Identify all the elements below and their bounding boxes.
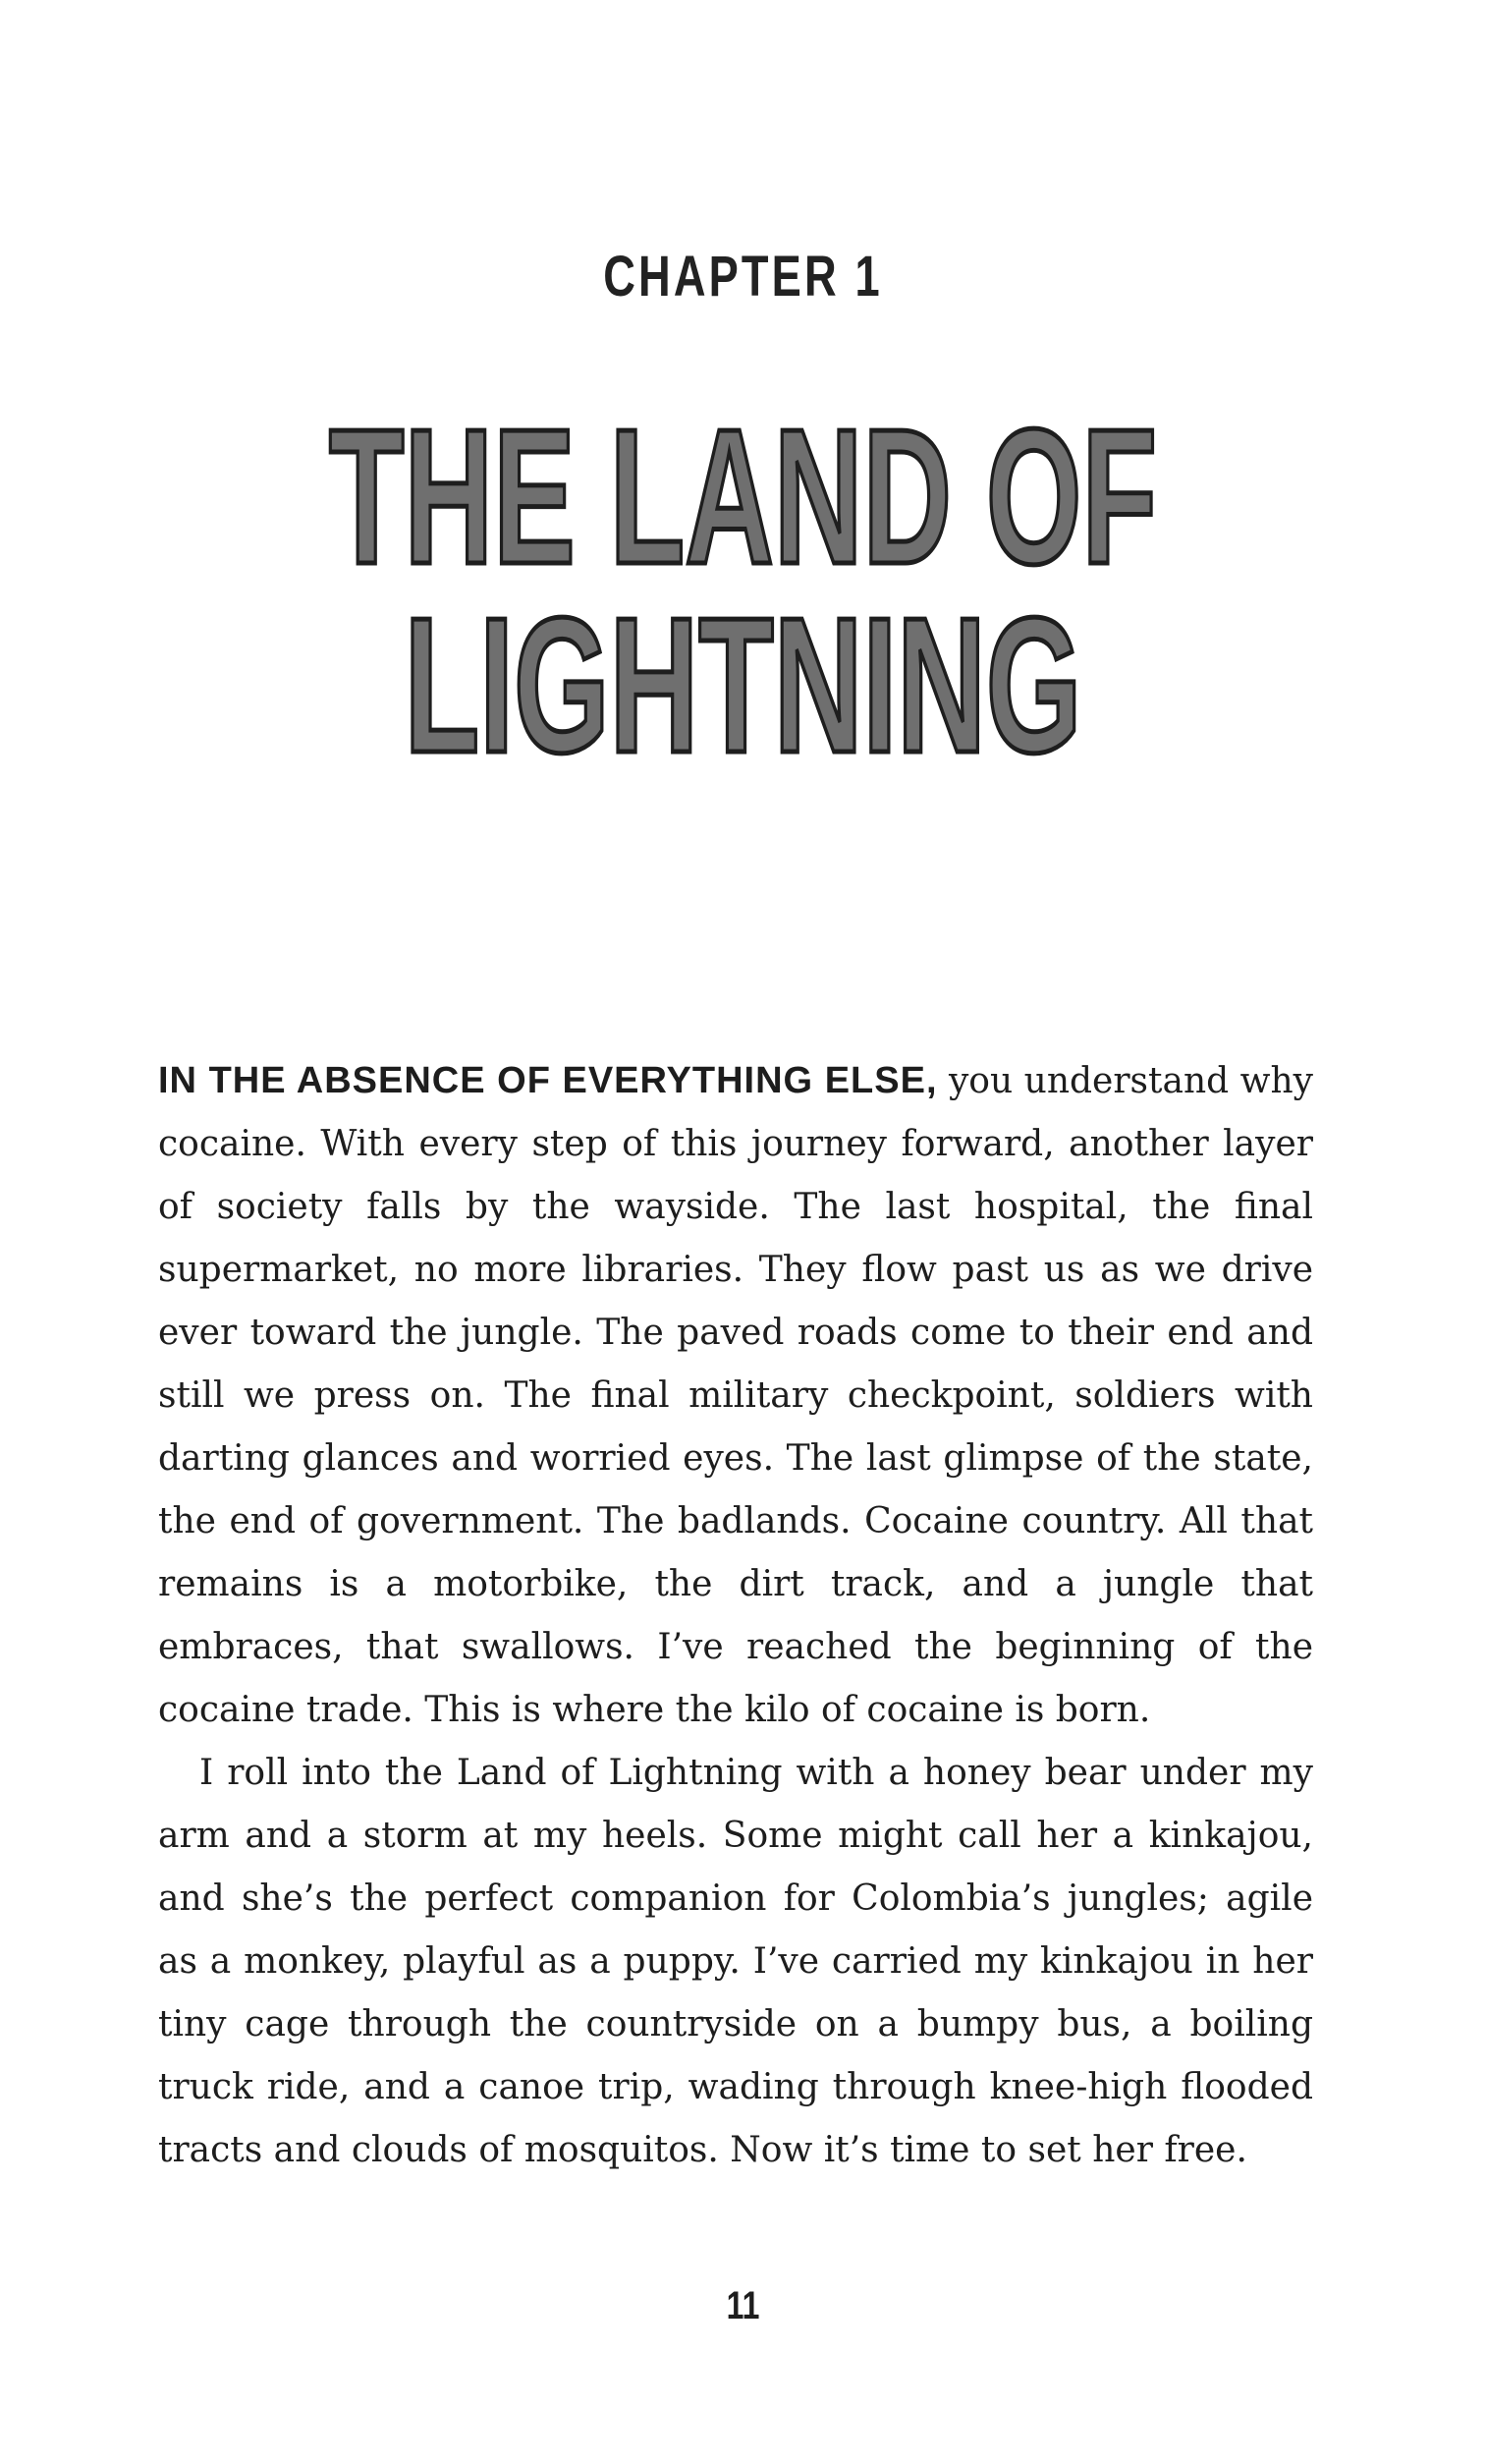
- paragraph-2: I roll into the Land of Lightning with a honey bear under my arm and a storm at my heels. Some might call her a kinkajou, and she’s the perfect companion for Colombia’s jungles; agile as a monkey, playful as a puppy. I’ve carried my kinkajou in her tiny cage through the countryside on a bumpy bus, a boiling truck ride, and a canoe trip, wading through knee-high flooded tracts and clouds of mosquitos. Now it’s time to set her free.: [158, 1753, 1313, 2170]
- lead-in-caps: IN THE ABSENCE OF EVERYTHING ELSE,: [158, 1060, 938, 1101]
- chapter-title-line-2: LIGHTNING: [404, 578, 1082, 793]
- chapter-label: CHAPTER 1: [603, 245, 883, 308]
- chapter-title: [267, 389, 1218, 793]
- paragraph-1-text: you understand why cocaine. With every step of this journey forward, another layer of society falls by the wayside. The last hospital, the final supermarket, no more libraries. They flow past us as we drive ever toward the jungle. The paved roads come to their end and still we press on. The final military checkpoint, soldiers with darting glances and worried eyes. The last glimpse of the state, the end of government. The badlands. Cocaine country. All that remains is a motorbike, the dirt track, and a jungle that embraces, that swallows. I’ve reached the beginning of the cocaine trade. This is where the kilo of cocaine is born.: [158, 1061, 1313, 1730]
- chapter-title-line-1: THE LAND OF: [328, 389, 1158, 604]
- page-number: 11: [726, 2284, 760, 2327]
- paragraph-1: [158, 1049, 1313, 1742]
- body-text: [158, 1049, 1313, 2182]
